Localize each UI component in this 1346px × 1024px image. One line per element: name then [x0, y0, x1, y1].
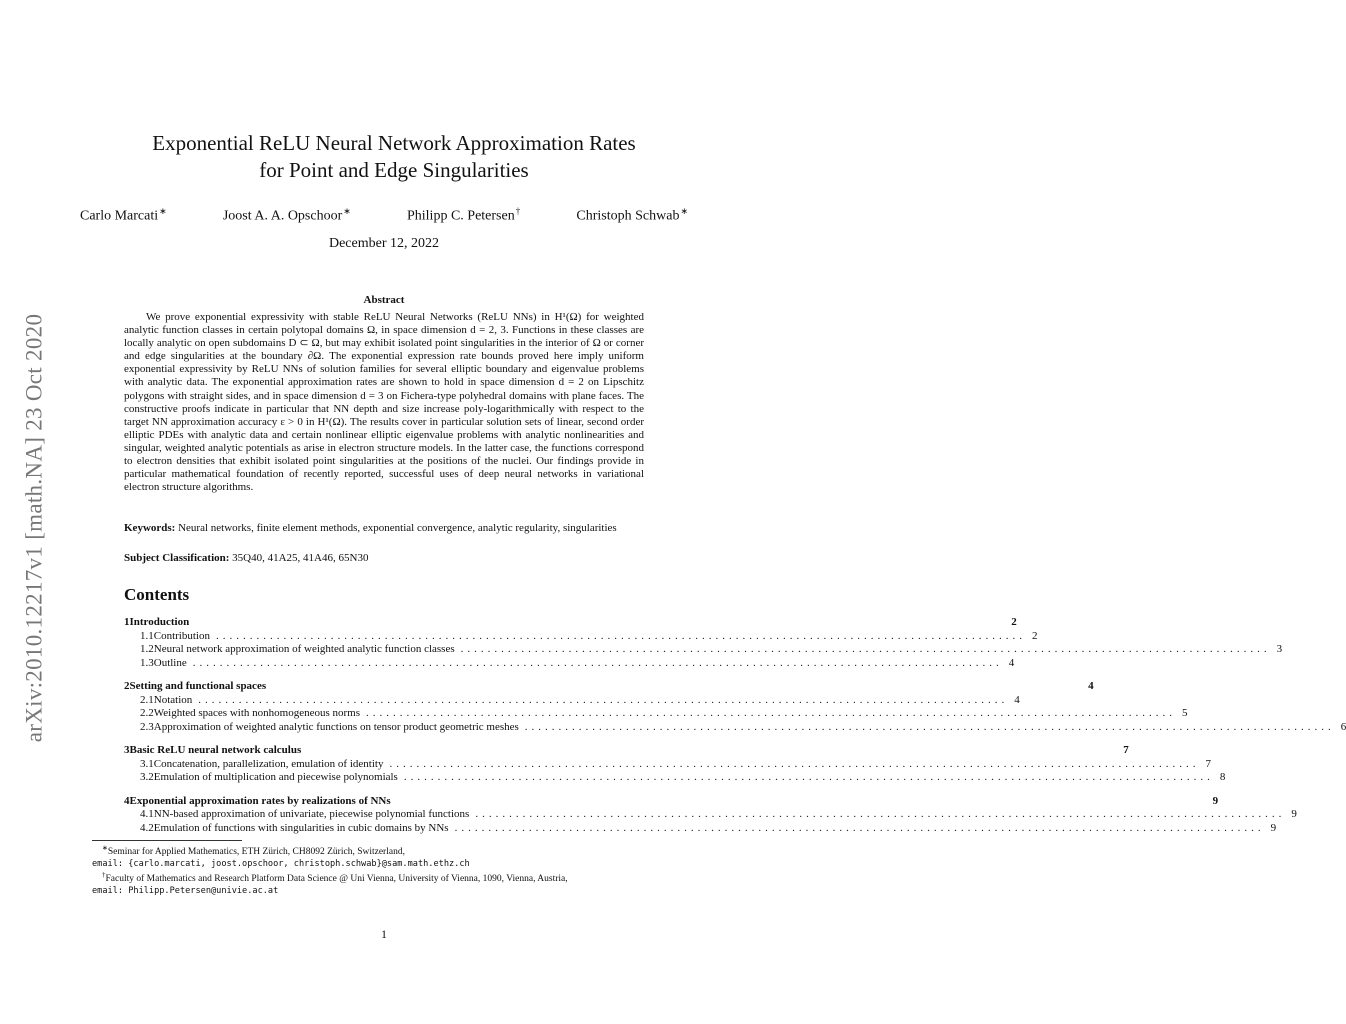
footnote-1: ∗Seminar for Applied Mathematics, ETH Zürich, CH8092 Zürich, Switzerland, — [102, 844, 405, 858]
toc-number: 3.2 — [140, 771, 154, 783]
toc-title: Basic ReLU neural network calculus — [129, 744, 302, 756]
toc-leader-dots: ........................................................................................................................ — [215, 629, 1026, 642]
toc-title: Outline — [153, 656, 187, 669]
toc-title: Weighted spaces with nonhomogeneous norms — [153, 707, 360, 719]
toc-section — [124, 744, 1129, 758]
title-line-2: for Point and Edge Singularities — [259, 158, 529, 182]
abstract-heading: Abstract — [363, 294, 405, 306]
toc-title: Notation — [153, 693, 193, 706]
footnote-2-email: email: Philipp.Petersen@univie.ac.at — [92, 885, 279, 896]
toc-subsection — [124, 808, 1297, 822]
toc-number: 3 — [124, 744, 130, 756]
toc-number: 1.3 — [140, 656, 154, 669]
toc-number: 2 — [124, 680, 130, 692]
author: Joost A. A. Opschoor∗ — [222, 206, 351, 224]
footnote-1-email: email: {carlo.marcati, joost.opschoor, christoph.schwab}@sam.math.ethz.ch — [92, 858, 470, 869]
toc-title: Emulation of functions with singularities in cubic domains by NNs — [153, 821, 449, 834]
author: Christoph Schwab∗ — [576, 206, 688, 224]
toc-subsection — [124, 643, 1283, 657]
toc-leader-dots: ........................................................................................................................ — [389, 757, 1200, 770]
toc-leader-dots: ........................................................................................................................ — [454, 821, 1265, 834]
toc-subsection — [124, 821, 1277, 836]
toc-section — [124, 794, 1219, 809]
toc-page-number: 8 — [1219, 771, 1226, 783]
contents-heading: Contents — [124, 585, 190, 604]
toc-number: 1.2 — [140, 643, 154, 655]
toc-title: Setting and functional spaces — [129, 680, 267, 692]
toc-leader-dots: ........................................................................................................................ — [460, 643, 1271, 655]
title-line-1: Exponential ReLU Neural Network Approximation Rates — [152, 131, 636, 155]
toc-leader-dots: ........................................................................................................................ — [198, 693, 1009, 706]
arxiv-stamp-text: arXiv:2010.12217v1 [math.NA] 23 Oct 2020 — [21, 313, 46, 743]
toc-number: 2.2 — [140, 707, 154, 719]
toc-number: 2.1 — [140, 693, 154, 706]
author-list — [80, 206, 688, 225]
toc-page-number: 9 — [1270, 821, 1277, 834]
toc-number: 3.1 — [140, 757, 154, 770]
toc-number: 4.1 — [140, 808, 154, 820]
toc-section — [124, 616, 1017, 630]
toc-subsection — [124, 707, 1188, 721]
abstract-text: We prove exponential expressivity with stable ReLU Neural Networks (ReLU NNs) in H¹(Ω) for weighted analytic function classes in certain polytopal domains Ω, in space dimension d = 2, 3. Functions in these classes are locally analytic on open subdomains D ⊂ Ω, but may exhibit isolated point singularities in the interior of Ω or corner and edge singularities at the boundary ∂Ω. The exponential expression rate bounds proved here imply uniform exponential expressivity by ReLU NNs of solution families for several elliptic boundary and eigenvalue problems with analytic data. The exponential approximation rates are shown to hold in space dimension d = 2 on Lipschitz polygons with straight sides, and in space dimension d = 3 on Fichera-type polyhedral domains with plane faces. The constructive proofs indicate in particular that NN depth and size increase poly-logarithmically with respect to the target NN approximation accuracy ε > 0 in H¹(Ω). The results cover in particular solution sets of linear, second order elliptic PDEs with analytic data and certain nonlinear elliptic eigenvalue problems with analytic nonlinearities and singular, weighted analytic potentials as arise in electron structure models. In the latter case, the functions correspond to electron densities that exhibit isolated point singularities at the positions of the nuclei. Our findings provide in particular mathematical foundation of recently reported, successful uses of deep neural networks in variational electron structure algorithms. — [124, 311, 644, 494]
subject-label: Subject Classification: — [124, 552, 230, 564]
author: Philipp C. Petersen† — [406, 206, 521, 224]
toc-page-number: 2 — [1031, 629, 1038, 642]
toc-title: Neural network approximation of weighted analytic function classes — [153, 643, 455, 655]
page-number: 1 — [381, 927, 387, 941]
toc-subsection — [124, 656, 1015, 671]
toc-subsection — [124, 629, 1038, 644]
toc-number: 4 — [124, 794, 130, 807]
toc-section — [124, 680, 1094, 694]
toc-page-number: 4 — [1088, 680, 1094, 692]
paper-title — [60, 130, 728, 184]
toc-page-number: 3 — [1276, 643, 1283, 655]
toc-title: NN-based approximation of univariate, piecewise polynomial functions — [153, 808, 470, 820]
toc-subsection — [124, 757, 1211, 772]
toc-subsection — [124, 693, 1020, 708]
toc-title: Introduction — [129, 616, 190, 628]
keywords-label: Keywords: — [124, 522, 176, 534]
toc-leader-dots: ........................................................................................................................ — [366, 707, 1176, 719]
toc-page-number: 4 — [1014, 693, 1020, 706]
toc-subsection — [124, 720, 1346, 735]
toc-leader-dots: ........................................................................................................................ — [475, 808, 1286, 820]
footnotes — [92, 843, 672, 897]
keywords — [124, 522, 644, 535]
toc-page-number: 7 — [1205, 757, 1211, 770]
table-of-contents — [124, 616, 1346, 835]
toc-number: 4.2 — [140, 821, 154, 834]
author: Carlo Marcati∗ — [80, 206, 167, 224]
keywords-text: Neural networks, finite element methods, exponential convergence, analytic regularity, singularities — [178, 522, 617, 534]
toc-page-number: 7 — [1123, 744, 1129, 756]
arxiv-stamp — [14, 298, 54, 758]
toc-title: Concatenation, parallelization, emulation of identity — [153, 757, 384, 770]
toc-page-number: 4 — [1008, 656, 1015, 669]
toc-page-number: 5 — [1182, 707, 1188, 719]
subject-classification — [124, 552, 644, 564]
paper-date: December 12, 2022 — [328, 236, 440, 251]
toc-page-number: 9 — [1291, 808, 1297, 820]
toc-leader-dots: ........................................................................................................................ — [403, 771, 1214, 783]
toc-number: 2.3 — [140, 720, 154, 733]
toc-title: Approximation of weighted analytic functions on tensor product geometric meshes — [153, 720, 519, 733]
toc-page-number: 6 — [1340, 720, 1346, 733]
toc-number: 1 — [124, 616, 130, 628]
toc-leader-dots: ........................................................................................................................ — [524, 720, 1335, 733]
toc-leader-dots: ........................................................................................................................ — [192, 656, 1003, 669]
toc-subsection — [124, 771, 1226, 785]
toc-title: Emulation of multiplication and piecewise polynomials — [153, 771, 398, 783]
toc-number: 1.1 — [140, 629, 154, 642]
footnote-rule — [92, 840, 242, 841]
toc-page-number: 2 — [1011, 616, 1017, 628]
toc-title: Contribution — [153, 629, 210, 642]
toc-page-number: 9 — [1212, 794, 1219, 807]
footnote-2: †Faculty of Mathematics and Research Platform Data Science @ Uni Vienna, University of Vienna, 1090, Vienna, Austria, — [102, 871, 568, 885]
toc-title: Exponential approximation rates by realizations of NNs — [129, 794, 391, 807]
subject-text: 35Q40, 41A25, 41A46, 65N30 — [232, 552, 369, 564]
